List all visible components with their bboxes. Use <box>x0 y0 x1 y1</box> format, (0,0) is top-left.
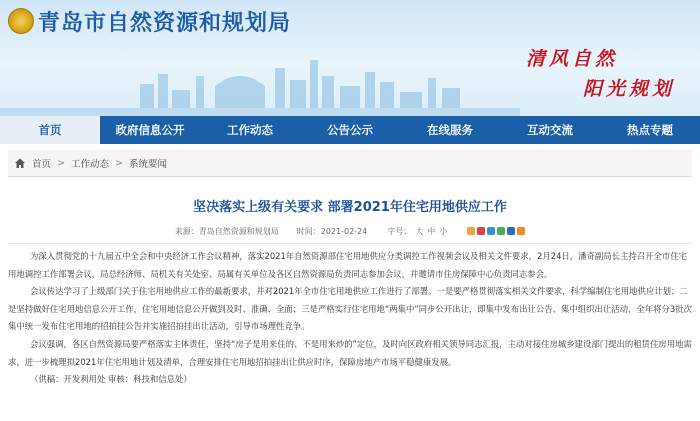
share-more-icon[interactable] <box>517 227 525 235</box>
share-weibo-icon[interactable] <box>477 227 485 235</box>
share-bar <box>467 227 525 235</box>
emblem-icon <box>8 8 34 34</box>
share-qzone-icon[interactable] <box>467 227 475 235</box>
nav-item-notices[interactable]: 公告公示 <box>327 123 373 137</box>
slogan-line1: 清风自然 <box>526 48 619 70</box>
breadcrumb-system-news-link[interactable]: 系统要闻 <box>128 159 167 170</box>
home-icon <box>14 157 26 169</box>
nav-item-gov-info[interactable]: 政府信息公开 <box>115 123 185 137</box>
font-size-small-button[interactable]: 小 <box>439 226 448 236</box>
nav-item-work-news[interactable]: 工作动态 <box>227 123 273 137</box>
breadcrumb-work-news-link[interactable]: 工作动态 <box>70 159 109 170</box>
article-paragraph: 会议传达学习了上级部门关于住宅用地供应工作的最新要求，并对2021年全市住宅用地供应工作进行了部署。一是要严格贯彻落实相关文件要求，科学编制住宅用地供应计划；二是坚持做好住宅用地信息公开工作，住宅用地信息公开做到及时、准确、全面；三是严格实行住宅用地“两集中”同步公开出让，即集中发布出让公告、集中组织出让活动，全年将分3批次集中统一发布住宅用地的招拍挂公告并实施招拍挂出让活动，引导市场理性竞争。 <box>8 286 692 332</box>
breadcrumb <box>8 150 692 177</box>
font-size-label: 字号： <box>387 226 412 236</box>
share-wechat-icon[interactable] <box>497 227 505 235</box>
nav-item-interaction[interactable]: 互动交流 <box>527 123 573 137</box>
nav-item-home[interactable]: 首页 <box>0 116 100 144</box>
share-renren-icon[interactable] <box>507 227 515 235</box>
font-size-medium-button[interactable]: 中 <box>427 226 436 236</box>
site-title: 青岛市自然资源和规划局 <box>38 11 292 36</box>
article-paragraph: 为深入贯彻党的十九届五中全会和中央经济工作会议精神，落实2021年自然资源部住宅用地供应分类调控工作视频会议及相关文件要求，2月24日，潘奇副局长主持召开全市住宅用地调控工作部署会议，局总经济师、局机关有关处室、局属有关单位及各区自然资源局负责同志参加会议，并邀请市住房保障中心负责同志参会。 <box>8 251 688 279</box>
city-skyline-graphic <box>0 46 520 116</box>
slogan-line2: 阳光规划 <box>583 78 676 100</box>
article-paragraph: 会议强调，各区自然资源局要严格落实主体责任，坚持“房子是用来住的、不是用来炒的”定位，及时向区政府相关领导同志汇报，主动对接住房城乡建设部门提出的租赁住房用地需求，进一步梳理拟2021年住宅用地计划及清单，合理安排住宅用地招拍挂出让供应时序，保障房地产市场平稳健康发展。 <box>8 338 692 367</box>
header-banner <box>0 0 700 116</box>
article-title: 坚决落实上级有关要求 部署2021年住宅用地供应工作 <box>193 200 507 215</box>
breadcrumb-separator: > <box>115 157 123 169</box>
font-size-large-button[interactable]: 大 <box>415 226 424 236</box>
article-meta <box>8 222 692 244</box>
font-size-control <box>385 226 449 237</box>
breadcrumb-home-link[interactable]: 首页 <box>32 159 52 170</box>
share-tencent-icon[interactable] <box>487 227 495 235</box>
main-nav <box>0 116 700 144</box>
article-credit: （供稿：开发利用处 审核：科技和信息处） <box>30 374 192 385</box>
article-time: 时间：2021-02-24 <box>296 226 368 236</box>
nav-item-topics[interactable]: 热点专题 <box>627 123 673 137</box>
breadcrumb-separator: > <box>57 157 65 169</box>
nav-item-online-service[interactable]: 在线服务 <box>427 123 473 137</box>
article-source: 来源：青岛自然资源和规划局 <box>174 226 279 236</box>
article-body <box>8 248 692 389</box>
